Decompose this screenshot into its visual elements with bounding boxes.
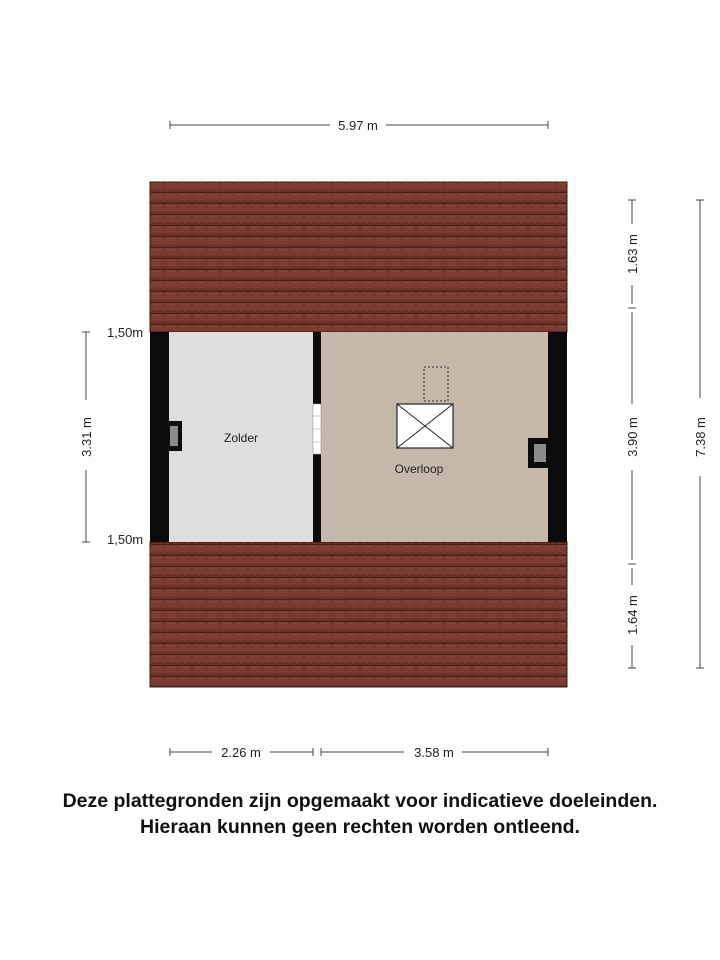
room-label-overloop: Overloop xyxy=(394,462,444,476)
dimension-bottom-left-label: 2.26 m xyxy=(221,745,261,760)
door-opening xyxy=(313,404,321,454)
dimension-bottom xyxy=(170,745,548,760)
right-wall-niche xyxy=(528,438,550,468)
stair-opening xyxy=(397,404,453,448)
dimension-left-upper-eave: 1,50m xyxy=(107,325,144,340)
dimension-top-width-label: 5.97 m xyxy=(338,118,378,133)
roof-top xyxy=(150,182,567,332)
dimension-left-height xyxy=(79,332,94,542)
roof-bottom xyxy=(150,542,567,687)
dimension-right-middle-label: 3.90 m xyxy=(625,417,640,457)
dimension-right-segments xyxy=(625,200,640,668)
dimension-right-total xyxy=(693,200,708,668)
dimension-bottom-right-label: 3.58 m xyxy=(414,745,454,760)
left-wall-niche xyxy=(166,421,182,451)
dimension-right-total-label: 7.38 m xyxy=(693,417,708,457)
dimension-right-top-label: 1.63 m xyxy=(625,234,640,274)
room-label-zolder: Zolder xyxy=(223,431,259,445)
dimension-left-height-label: 3.31 m xyxy=(79,417,94,457)
disclaimer-line-1: Deze plattegronden zijn opgemaakt voor indicatieve doeleinden. xyxy=(62,790,658,812)
dimension-right-bottom-label: 1.64 m xyxy=(625,595,640,635)
dimension-left-lower-eave: 1,50m xyxy=(107,532,144,547)
disclaimer-line-2: Hieraan kunnen geen rechten worden ontleend. xyxy=(140,816,580,838)
dimension-top-width xyxy=(170,118,548,133)
